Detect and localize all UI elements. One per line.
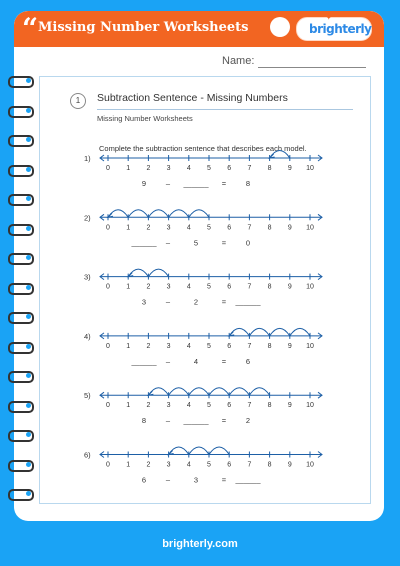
tick-label: 8 — [267, 342, 272, 350]
quote-icon: “ — [22, 12, 39, 45]
binder-hole — [26, 196, 31, 201]
tick-label: 2 — [146, 165, 151, 172]
tick-label: 4 — [186, 224, 191, 232]
tick-label: 10 — [306, 342, 314, 350]
tick-label: 7 — [247, 342, 252, 350]
sentence-part: ______ — [183, 179, 209, 188]
tick-label: 3 — [166, 165, 171, 172]
tick-label: 7 — [247, 283, 252, 291]
tick-label: 10 — [306, 283, 314, 291]
section-title: Subtraction Sentence - Missing Numbers — [97, 92, 288, 104]
binder-hole — [26, 491, 31, 496]
sentence-part: 9 — [141, 179, 147, 188]
tick-label: 5 — [207, 224, 211, 232]
tick-label: 2 — [146, 283, 151, 291]
tick-label: 7 — [247, 224, 252, 232]
hop-arc — [229, 328, 249, 336]
hop-arc — [229, 388, 249, 396]
problem-label: 5) — [84, 391, 91, 401]
tick-label: 4 — [186, 283, 191, 291]
tick-label: 1 — [126, 402, 131, 410]
hop-arc — [148, 269, 168, 277]
hop-arc — [189, 210, 209, 218]
worksheet-card — [14, 11, 384, 521]
tick-label: 3 — [166, 402, 171, 410]
hop-arc — [148, 388, 168, 396]
problems-area — [14, 11, 384, 521]
binder-hole — [26, 373, 31, 378]
binder-hole — [26, 285, 31, 290]
tick-label: 6 — [227, 402, 232, 410]
section-number: 1 — [70, 93, 86, 109]
tick-label: 4 — [186, 165, 191, 172]
tick-label: 10 — [306, 461, 314, 469]
sentence-part: = — [221, 416, 227, 426]
sentence-part: 6 — [141, 475, 147, 485]
tick-label: 9 — [287, 342, 292, 350]
tick-label: 6 — [227, 461, 232, 469]
sentence-part: – — [165, 238, 171, 248]
binder-hole — [26, 78, 31, 83]
sentence-part: 6 — [245, 356, 251, 366]
tick-label: 9 — [287, 283, 292, 291]
sentence-part: – — [165, 475, 171, 485]
sentence-part: 8 — [141, 416, 147, 426]
tick-label: 1 — [126, 224, 131, 232]
sentence-part: 3 — [141, 297, 147, 307]
sentence-part: 8 — [245, 179, 251, 188]
sentence-part: 4 — [193, 356, 199, 366]
tick-label: 9 — [287, 461, 292, 469]
hop-arc — [209, 447, 229, 455]
tick-label: 10 — [306, 402, 314, 410]
sentence-part: 0 — [245, 238, 251, 248]
tick-label: 4 — [186, 402, 191, 410]
section-subtitle: Missing Number Worksheets — [97, 114, 193, 123]
tick-label: 8 — [267, 402, 272, 410]
tick-label: 0 — [106, 342, 110, 350]
sentence-part: 5 — [193, 238, 199, 248]
problem-label: 3) — [84, 272, 91, 282]
tick-label: 0 — [106, 283, 110, 291]
tick-label: 7 — [247, 402, 252, 410]
tick-label: 0 — [106, 402, 110, 410]
tick-label: 2 — [146, 224, 151, 232]
tick-label: 1 — [126, 165, 131, 172]
sentence-part: ______ — [183, 416, 209, 426]
tick-label: 2 — [146, 461, 151, 469]
binder-hole — [26, 432, 31, 437]
sentence-part: 2 — [245, 416, 251, 426]
tick-label: 1 — [126, 342, 131, 350]
tick-label: 2 — [146, 402, 151, 410]
hop-arc — [189, 447, 209, 455]
hop-arc — [209, 388, 229, 396]
sentence-part: = — [221, 297, 227, 307]
tick-label: 7 — [247, 461, 252, 469]
sentence-part: – — [165, 416, 171, 426]
tick-label: 5 — [207, 461, 211, 469]
binder-hole — [26, 344, 31, 349]
problem-label: 4) — [84, 331, 91, 341]
sentence-part: = — [221, 238, 227, 248]
tick-label: 8 — [267, 461, 272, 469]
sentence-part: 3 — [193, 475, 199, 485]
tick-label: 5 — [207, 165, 211, 172]
tick-label: 7 — [247, 165, 252, 172]
hop-arc — [290, 328, 310, 336]
sentence-part: = — [221, 356, 227, 366]
hop-arc — [169, 388, 189, 396]
instructions: Complete the subtraction sentence that describes each model. — [99, 144, 307, 153]
sentence-part: – — [165, 356, 171, 366]
problem-label: 6) — [84, 450, 91, 460]
tick-label: 10 — [306, 165, 314, 172]
name-label: Name: — [222, 55, 255, 67]
binder-hole — [26, 226, 31, 231]
problem-label: 1) — [84, 154, 91, 163]
hop-arc — [128, 210, 148, 218]
binder-hole — [26, 167, 31, 172]
hop-arc — [249, 388, 269, 396]
binder-hole — [26, 255, 31, 260]
problem-label: 2) — [84, 213, 91, 223]
sentence-part: ______ — [235, 475, 261, 485]
tick-label: 3 — [166, 461, 171, 469]
tick-label: 3 — [166, 224, 171, 232]
binder-hole — [26, 137, 31, 142]
sentence-part: = — [221, 475, 227, 485]
tick-label: 8 — [267, 283, 272, 291]
binder-hole — [26, 108, 31, 113]
tick-label: 10 — [306, 224, 314, 232]
hop-arc — [270, 151, 290, 159]
sparkle-icon: ✦ — [325, 12, 333, 22]
tick-label: 9 — [287, 224, 292, 232]
sentence-part: ______ — [235, 297, 261, 307]
worksheet-title: Missing Number Worksheets — [38, 20, 249, 35]
tick-label: 3 — [166, 342, 171, 350]
tick-label: 5 — [207, 402, 211, 410]
tick-label: 0 — [106, 224, 110, 232]
tick-label: 3 — [166, 283, 171, 291]
hop-arc — [169, 447, 189, 455]
tick-label: 8 — [267, 165, 272, 172]
hop-arc — [128, 269, 148, 277]
tick-label: 1 — [126, 461, 131, 469]
sentence-part: – — [165, 297, 171, 307]
tick-label: 6 — [227, 342, 232, 350]
hop-arc — [108, 210, 128, 218]
tick-label: 0 — [106, 461, 110, 469]
tick-label: 6 — [227, 283, 232, 291]
binder-hole — [26, 403, 31, 408]
sentence-part: – — [165, 179, 171, 188]
sentence-part: 2 — [193, 297, 199, 307]
hop-arc — [148, 210, 168, 218]
tick-label: 5 — [207, 342, 211, 350]
tick-label: 9 — [287, 165, 292, 172]
hop-arc — [270, 328, 290, 336]
tick-label: 4 — [186, 461, 191, 469]
tick-label: 0 — [106, 165, 110, 172]
binder-hole — [26, 314, 31, 319]
sentence-part: ______ — [131, 356, 157, 366]
tick-label: 6 — [227, 224, 232, 232]
tick-label: 9 — [287, 402, 292, 410]
tick-label: 4 — [186, 342, 191, 350]
tick-label: 8 — [267, 224, 272, 232]
sentence-part: ______ — [131, 238, 157, 248]
tick-label: 6 — [227, 165, 232, 172]
tick-label: 1 — [126, 283, 131, 291]
sentence-part: = — [221, 179, 227, 188]
hop-arc — [189, 388, 209, 396]
binder-hole — [26, 462, 31, 467]
footer-url[interactable]: brighterly.com — [162, 538, 238, 550]
tick-label: 5 — [207, 283, 211, 291]
tick-label: 2 — [146, 342, 151, 350]
hop-arc — [169, 210, 189, 218]
brand-logo-text: brighterly — [309, 22, 372, 36]
hop-arc — [249, 328, 269, 336]
